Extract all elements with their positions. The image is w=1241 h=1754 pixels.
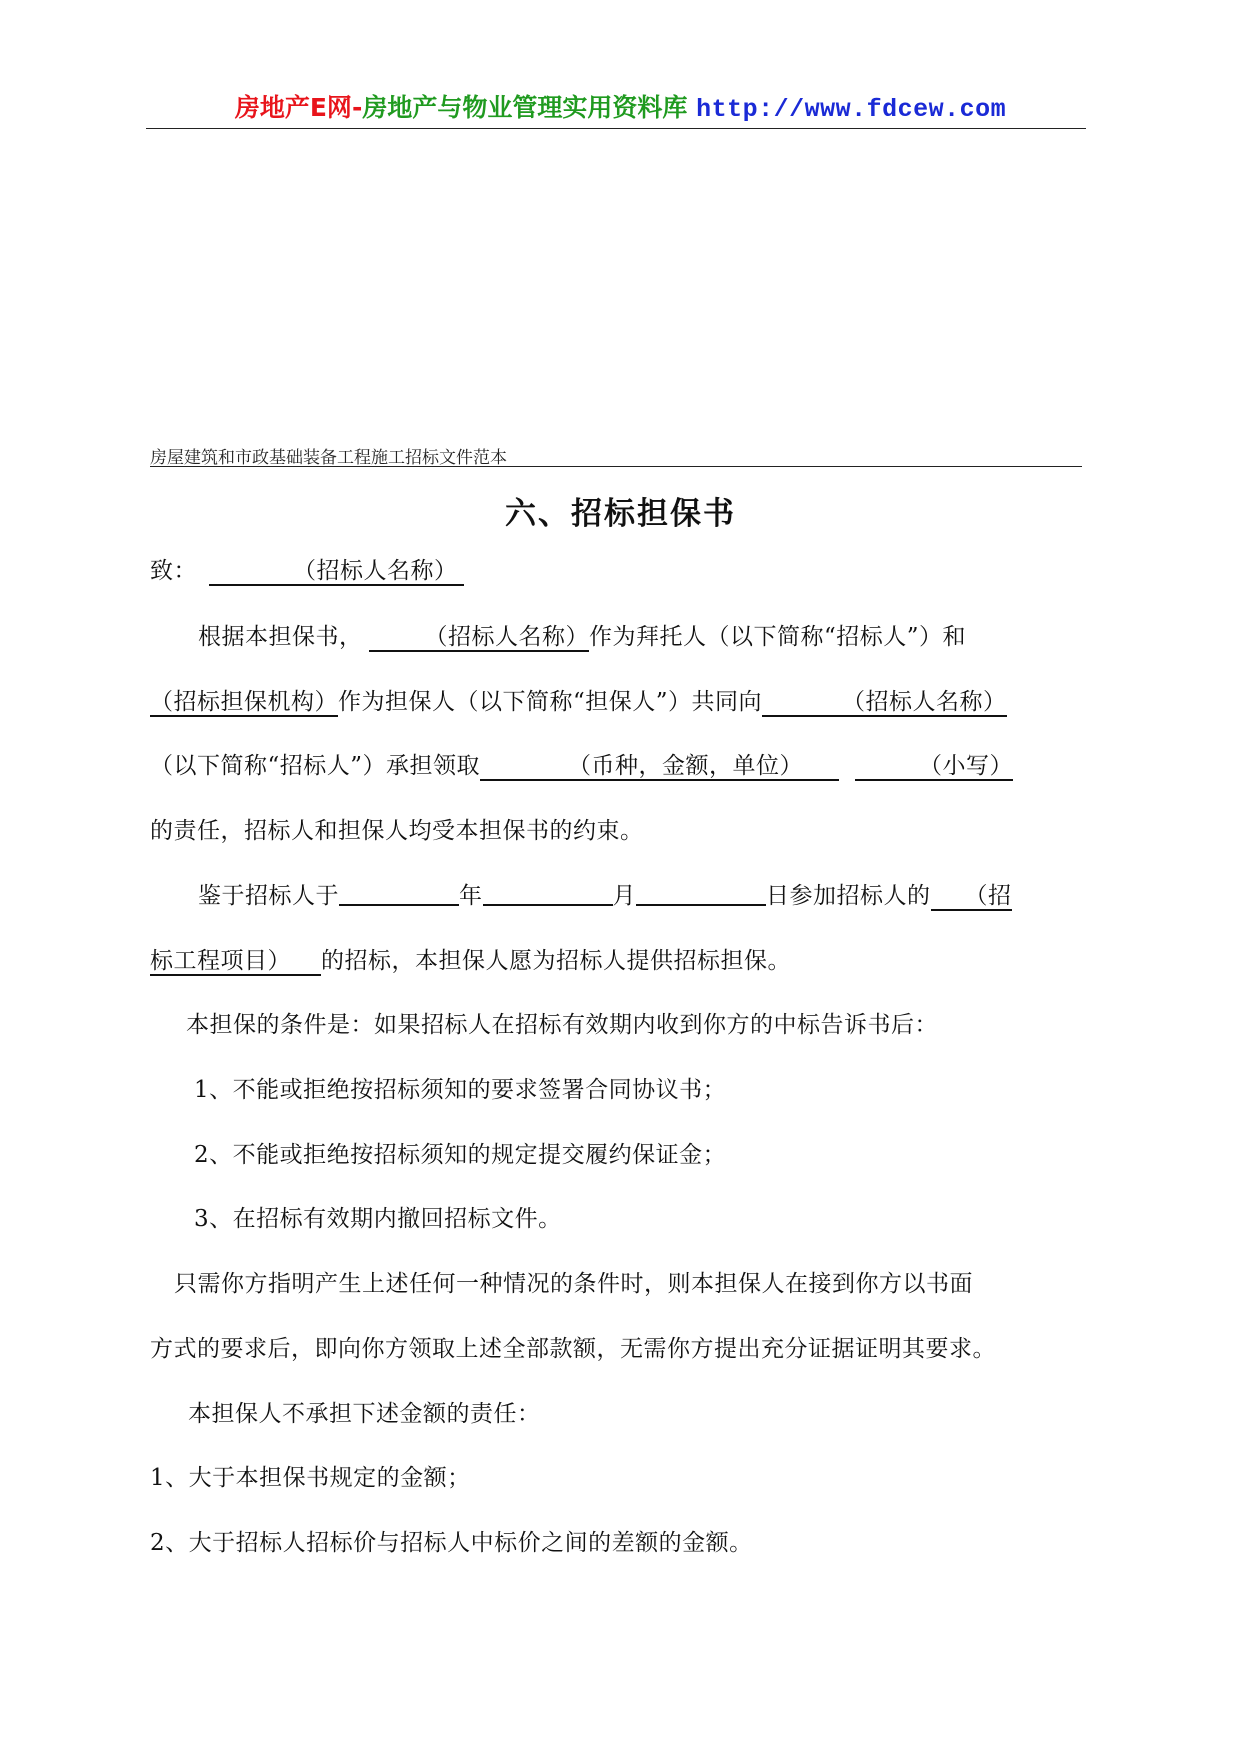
month-blank xyxy=(483,882,613,906)
condition-item-1: 1、不能或拒绝按招标须知的要求签署合同协议书； xyxy=(194,1077,727,1103)
day-text: 日参加招标人的 xyxy=(766,883,931,909)
condition-item-3: 3、在招标有效期内撤回招标文件。 xyxy=(194,1206,562,1232)
para1-line3 xyxy=(150,747,1013,781)
demand-line-2: 方式的要求后，即向你方领取上述全部款额，无需你方提出充分证据证明其要求。 xyxy=(150,1336,996,1362)
exclusion-item-2: 2、大于招标人招标价与招标人中标价之间的差额的金额。 xyxy=(150,1530,753,1556)
banner-tagline: 房地产与物业管理实用资料库 xyxy=(362,93,688,122)
para1-line2 xyxy=(150,683,1007,717)
amount-field: （币种，金额，单位） xyxy=(480,753,839,781)
para2-tail: 的招标，本担保人愿为招标人提供招标担保。 xyxy=(321,948,791,974)
banner-url-link[interactable]: http://www.fdcew.com xyxy=(696,95,1007,124)
banner-divider xyxy=(146,128,1086,129)
demand-line-1: 只需你方指明产生上述任何一种情况的条件时，则本担保人在接到你方以书面 xyxy=(174,1271,973,1297)
para1-text3: （以下简称“招标人”）承担领取 xyxy=(150,753,481,779)
day-blank xyxy=(636,882,766,906)
year-blank xyxy=(339,882,459,906)
exclusion-item-1: 1、大于本担保书规定的金额； xyxy=(150,1465,471,1491)
site-banner xyxy=(0,88,1241,124)
conditions-intro: 本担保的条件是：如果招标人在招标有效期内收到你方的中标告诉书后： xyxy=(186,1012,938,1038)
exclusions-intro: 本担保人不承担下述金额的责任： xyxy=(188,1401,541,1427)
para1-lead: 根据本担保书， xyxy=(198,624,363,650)
para1-line1 xyxy=(198,618,966,652)
para2-line1 xyxy=(198,877,1012,911)
project-field-end: 标工程项目） xyxy=(150,948,321,976)
para2-line2 xyxy=(150,942,791,976)
amount-lowercase-field: （小写） xyxy=(855,753,1013,781)
para1-text1: 作为拜托人（以下简称“招标人”）和 xyxy=(589,624,967,650)
year-label: 年 xyxy=(459,883,483,909)
salutation-label: 致： xyxy=(150,558,197,584)
page-title: 六、招标担保书 xyxy=(505,496,736,532)
para1-line4: 的责任，招标人和担保人均受本担保书的约束。 xyxy=(150,818,644,844)
salutation-line xyxy=(150,552,464,586)
running-head-divider xyxy=(150,466,1082,467)
project-field-start: （招 xyxy=(931,883,1012,911)
banner-separator: - xyxy=(351,93,363,122)
running-head: 房屋建筑和市政基础装备工程施工招标文件范本 xyxy=(150,448,507,468)
month-label: 月 xyxy=(612,883,636,909)
tenderer-field: （招标人名称） xyxy=(369,624,590,652)
condition-item-2: 2、不能或拒绝按招标须知的规定提交履约保证金； xyxy=(194,1142,727,1168)
tenderee-field: （招标人名称） xyxy=(762,689,1007,717)
banner-site-name: 房地产E网 xyxy=(234,93,352,122)
para1-text2: 作为担保人（以下简称“担保人”）共同向 xyxy=(338,689,763,715)
recipient-field: （招标人名称） xyxy=(209,558,464,586)
para2-lead: 鉴于招标人于 xyxy=(198,883,339,909)
guarantor-field: （招标担保机构） xyxy=(150,689,338,717)
